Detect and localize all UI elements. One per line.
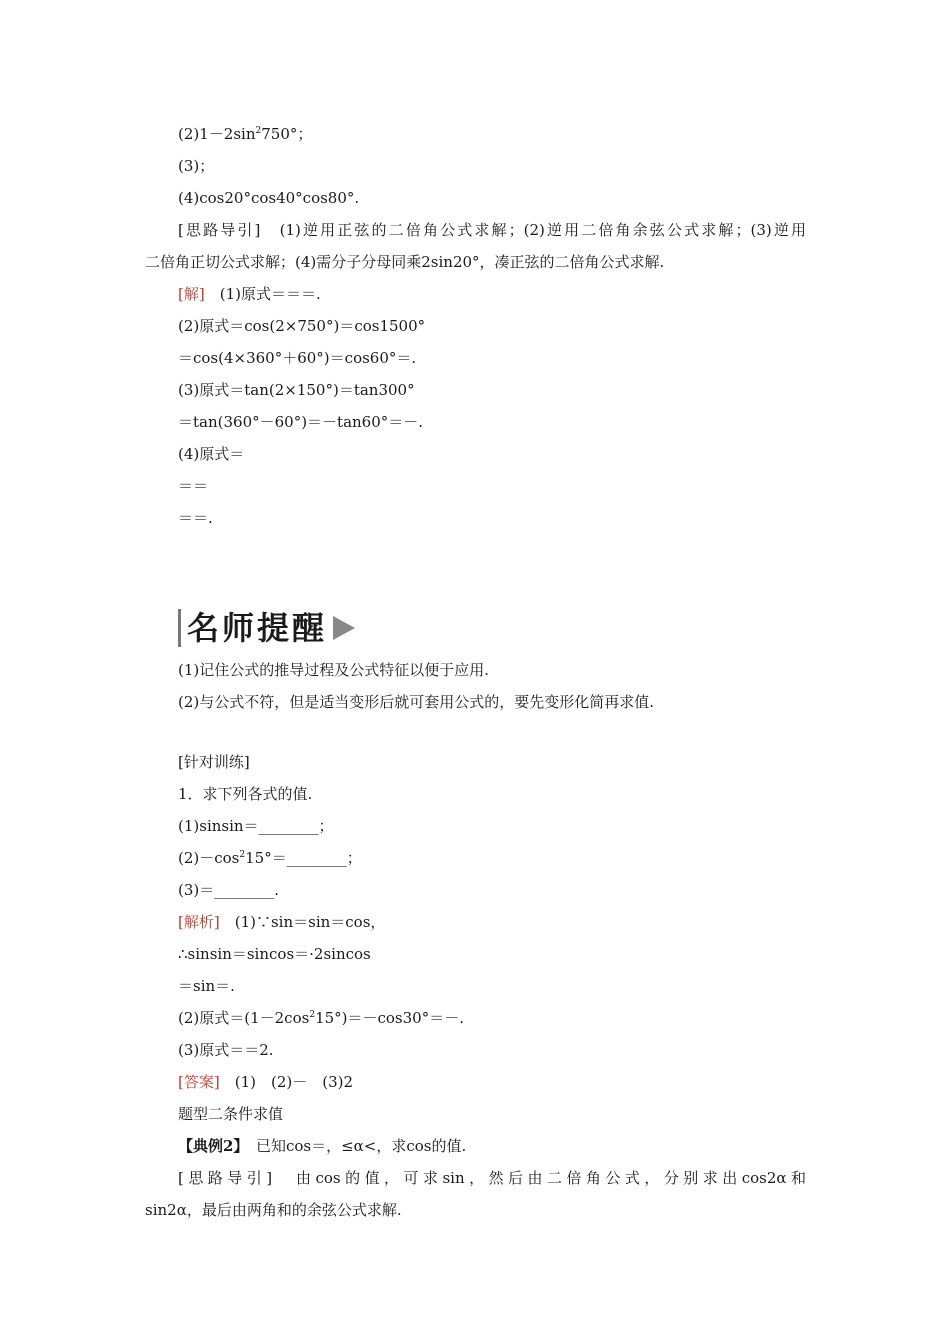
tips-title: 名师提醒	[187, 609, 328, 647]
guide-line-1: [思路导引] (1)逆用正弦的二倍角公式求解；(2)逆用二倍角余弦公式求解；(3)逆用	[178, 221, 806, 239]
type2-guide-line-2: sin2α，最后由两角和的余弦公式求解.	[145, 1201, 402, 1219]
practice-q2: $(2)-\cos^215^\circ=\_\_\_\_\_\_\_\_$；	[178, 849, 362, 867]
problem-2: $(2)1-2\sin^2750^\circ$；	[178, 125, 313, 143]
tips-header	[178, 606, 355, 650]
practice-q3: (3)＝________.	[178, 881, 280, 899]
tips-item-1: (1)记住公式的推导过程及公式特征以便于应用.	[178, 661, 490, 679]
solution-2a: (2)原式＝cos(2×750°)＝cos1500°	[178, 317, 426, 335]
practice-q1: (1)sinsin＝________；	[178, 817, 334, 835]
analysis-tag: [解析]	[178, 913, 220, 931]
triangle-right-icon	[333, 616, 355, 640]
analysis-1: [解析] (1)∵sin＝sin＝cos，	[178, 913, 386, 931]
guide-line-2: 二倍角正切公式求解；(4)需分子分母同乘2sin20°，凑正弦的二倍角公式求解.	[145, 253, 665, 271]
type2-heading: 题型二条件求值	[178, 1105, 284, 1123]
answer-line: [答案] (1) (2)－ (3)2	[178, 1073, 354, 1091]
type2-guide-line-1: [思路导引] 由cos的值，可求sin，然后由二倍角公式，分别求出cos2α和	[178, 1169, 806, 1187]
analysis-3: ＝sin＝.	[178, 977, 235, 995]
tips-item-2: (2)与公式不符，但是适当变形后就可套用公式的，要先变形化简再求值.	[178, 693, 655, 711]
practice-title: [针对训练]	[178, 753, 250, 771]
solution-4c: ＝＝.	[178, 509, 213, 527]
analysis-4: (2)原式$=(1-2\cos^215^\circ)=-\cos 30^\circ=-$.	[178, 1009, 464, 1027]
solution-4b: ＝＝	[178, 477, 209, 495]
analysis-5: (3)原式＝＝2.	[178, 1041, 274, 1059]
example2-line: 【典例2】 已知cos＝，≤α<，求cos的值.	[178, 1137, 467, 1155]
solution-tag: [解]	[178, 285, 205, 303]
solution-3a: (3)原式＝tan(2×150°)＝tan300°	[178, 381, 415, 399]
solution-1: [解] (1)原式＝＝＝.	[178, 285, 321, 303]
header-bar-icon	[178, 609, 181, 647]
problem-3: (3)；	[178, 157, 215, 175]
analysis-2: ∴sinsin＝sincos＝·2sincos	[178, 945, 371, 963]
answer-tag: [答案]	[178, 1073, 220, 1091]
solution-4a: (4)原式＝	[178, 445, 245, 463]
solution-2b: ＝cos(4×360°＋60°)＝cos60°＝.	[178, 349, 417, 367]
example2-tag: 【典例2】	[178, 1137, 241, 1155]
practice-question-title: 1．求下列各式的值.	[178, 785, 313, 803]
solution-3b: ＝tan(360°－60°)＝－tan60°＝－.	[178, 413, 424, 431]
problem-4: (4)cos20°cos40°cos80°.	[178, 189, 360, 207]
